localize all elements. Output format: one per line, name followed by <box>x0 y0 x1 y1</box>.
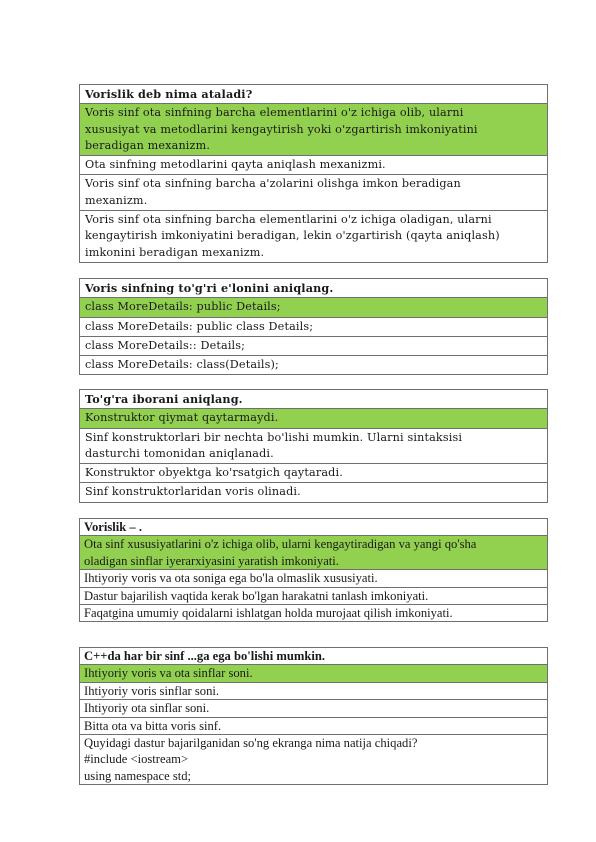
answer-option: Voris sinf ota sinfning barcha a'zolarini olishga imkon beradigan mexanizm. <box>80 175 548 211</box>
question-header: C++da har bir sinf ...ga ega bo'lishi mumkin. <box>80 648 548 665</box>
question-table-3 <box>79 389 548 503</box>
question-header: Vorislik – . <box>80 519 548 536</box>
question-table-5 <box>79 647 548 785</box>
next-question-text: Quyidagi dastur bajarilganidan so'ng ekranga nima natija chiqadi? #include <iostream> using namespace std; <box>80 735 548 785</box>
answer-option: Faqatgina umumiy qoidalarni ishlatgan holda murojaat qilish imkoniyati. <box>80 605 548 622</box>
answer-option-correct: Konstruktor qiymat qaytarmaydi. <box>80 409 548 428</box>
question-table-2 <box>79 278 548 375</box>
answer-option: Voris sinf ota sinfning barcha elementlarini o'z ichiga oladigan, ularni kengaytirish imkoniyatini beradigan, lekin o'zgartirish (qayta aniqlash) imkonini beradigan mexanizm. <box>80 211 548 263</box>
question-table-1 <box>79 84 548 263</box>
question-header: To'g'ra iborani aniqlang. <box>80 390 548 409</box>
answer-option: Sinf konstruktorlari bir nechta bo'lishi mumkin. Ularni sintaksisi dasturchi tomonidan aniqlanadi. <box>80 428 548 464</box>
answer-option-correct: Ota sinf xususiyatlarini o'z ichiga olib, ularni kengaytiradigan va yangi qo'sha oladigan sinflar iyerarxiyasini yaratish imkoniyati. <box>80 536 548 570</box>
answer-option: class MoreDetails:: Details; <box>80 336 548 355</box>
answer-option: Ihtiyoriy voris sinflar soni. <box>80 682 548 699</box>
answer-option: Ihtiyoriy voris va ota soniga ega bo'la olmaslik xususiyati. <box>80 570 548 587</box>
answer-option: Bitta ota va bitta voris sinf. <box>80 717 548 734</box>
question-table-4 <box>79 518 548 622</box>
answer-option: Ota sinfning metodlarini qayta aniqlash mexanizmi. <box>80 156 548 175</box>
question-header: Voris sinfning to'g'ri e'lonini aniqlang. <box>80 279 548 298</box>
answer-option-correct: class MoreDetails: public Details; <box>80 298 548 317</box>
answer-option: class MoreDetails: class(Details); <box>80 356 548 375</box>
question-header: Vorislik deb nima ataladi? <box>80 85 548 104</box>
answer-option: Ihtiyoriy ota sinflar soni. <box>80 700 548 717</box>
answer-option: class MoreDetails: public class Details; <box>80 317 548 336</box>
answer-option: Sinf konstruktorlaridan voris olinadi. <box>80 483 548 502</box>
answer-option-correct: Voris sinf ota sinfning barcha elementlarini o'z ichiga olib, ularni xususiyat va metodlarini kengaytirish yoki o'zgartirish imkoniyatini beradigan mexanizm. <box>80 104 548 156</box>
answer-option-correct: Ihtiyoriy voris va ota sinflar soni. <box>80 665 548 682</box>
answer-option: Dastur bajarilish vaqtida kerak bo'lgan harakatni tanlash imkoniyati. <box>80 587 548 604</box>
answer-option: Konstruktor obyektga ko'rsatgich qaytaradi. <box>80 464 548 483</box>
